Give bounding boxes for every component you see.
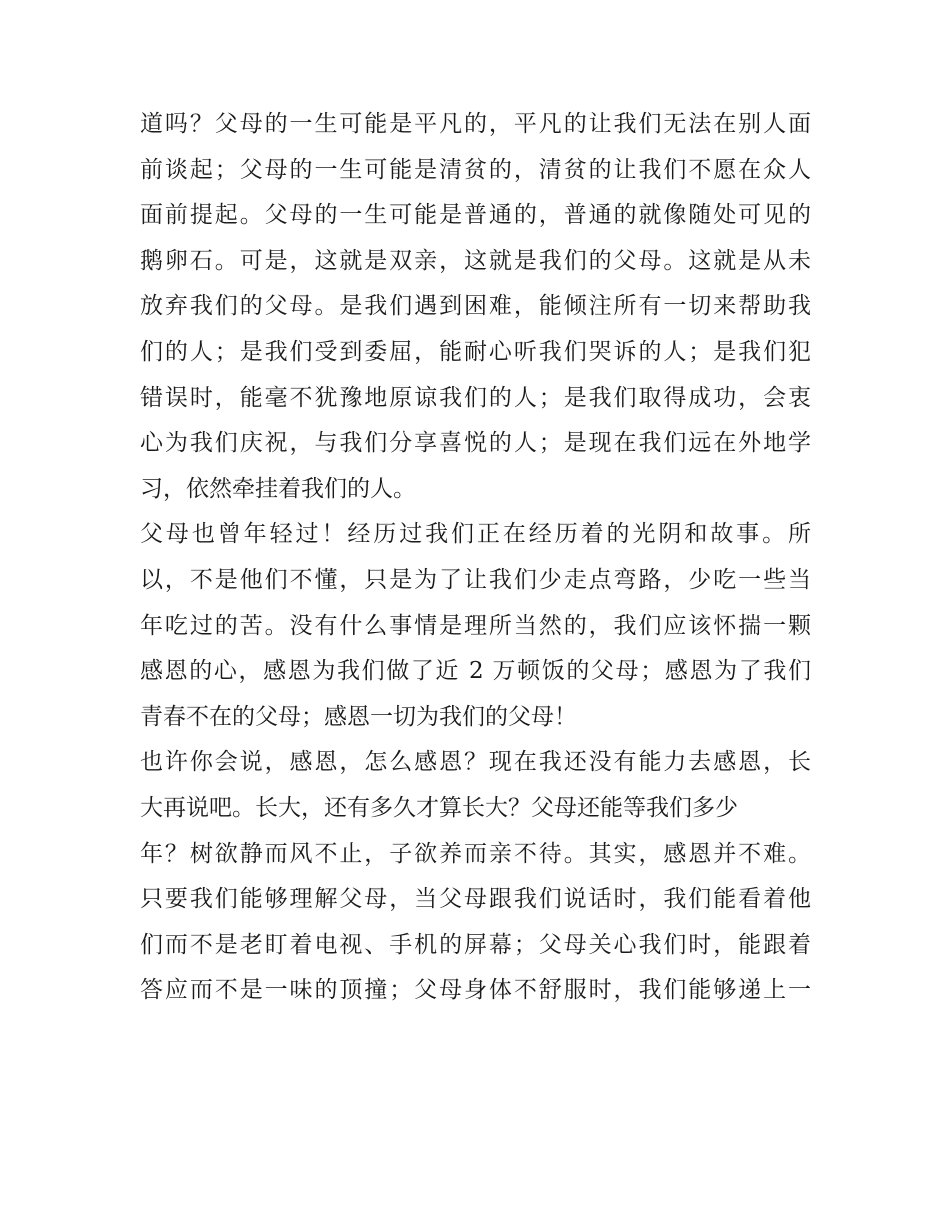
text-line: 鹅卵石。可是，这就是双亲，这就是我们的父母。这就是从未 xyxy=(140,247,811,274)
text-line: 青春不在的父母；感恩一切为我们的父母！ xyxy=(140,703,577,730)
text-line: 错误时，能毫不犹豫地原谅我们的人；是我们取得成功，会衷 xyxy=(140,384,811,411)
text-line: 也许你会说，感恩，怎么感恩？现在我还没有能力去感恩，长 xyxy=(140,749,811,776)
text-line: 们的人；是我们受到委屈，能耐心听我们哭诉的人；是我们犯 xyxy=(140,338,811,365)
text-line: 父母也曾年轻过！经历过我们正在经历着的光阴和故事。所 xyxy=(140,521,811,548)
text-line: 心为我们庆祝，与我们分享喜悦的人；是现在我们远在外地学 xyxy=(140,430,811,457)
text-line: 年？树欲静而风不止，子欲养而亲不待。其实，感恩并不难。 xyxy=(140,840,811,867)
text-line: 放弃我们的父母。是我们遇到困难，能倾注所有一切来帮助我 xyxy=(140,293,811,320)
text-line: 只要我们能够理解父母，当父母跟我们说话时，我们能看着他 xyxy=(140,886,811,913)
text-line: 答应而不是一味的顶撞；父母身体不舒服时，我们能够递上一 xyxy=(140,977,811,1004)
text-line: 感恩的心，感恩为我们做了近 2 万顿饭的父母；感恩为了我们 xyxy=(140,658,811,685)
document-body xyxy=(140,102,811,1014)
text-line: 前谈起；父母的一生可能是清贫的，清贫的让我们不愿在众人 xyxy=(140,156,811,183)
text-line: 以，不是他们不懂，只是为了让我们少走点弯路，少吃一些当 xyxy=(140,566,811,593)
text-line: 道吗？父母的一生可能是平凡的，平凡的让我们无法在别人面 xyxy=(140,111,811,137)
text-line: 面前提起。父母的一生可能是普通的，普通的就像随处可见的 xyxy=(140,202,811,229)
text-line: 习，依然牵挂着我们的人。 xyxy=(140,475,416,502)
text-line: 年吃过的苦。没有什么事情是理所当然的，我们应该怀揣一颗 xyxy=(140,612,811,639)
text-line: 大再说吧。长大，还有多久才算长大？父母还能等我们多少 xyxy=(140,794,738,821)
text-line: 们而不是老盯着电视、手机的屏幕；父母关心我们时，能跟着 xyxy=(140,931,811,958)
